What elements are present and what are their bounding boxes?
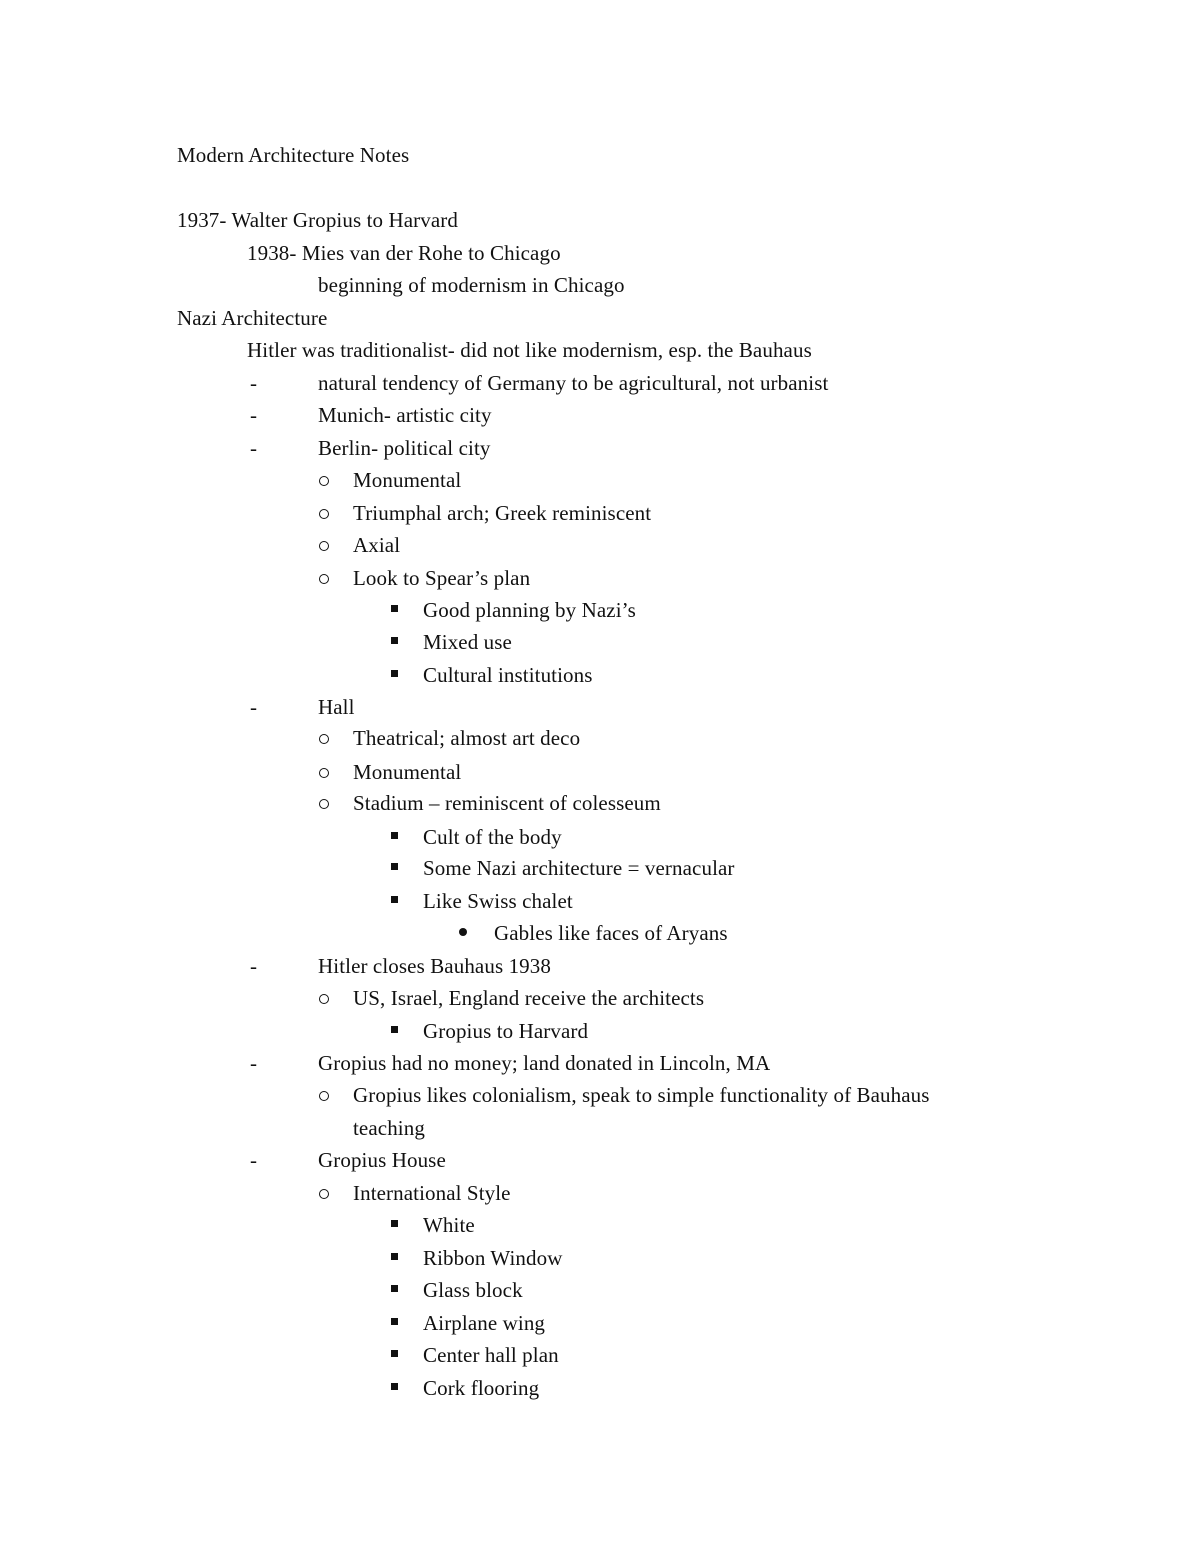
note-line: Good planning by Nazi’s — [423, 598, 636, 622]
dash-bullet: - — [250, 695, 257, 719]
note-line: Cork flooring — [423, 1376, 540, 1400]
note-line: 1938- Mies van der Rohe to Chicago — [247, 241, 561, 265]
square-bullet-icon — [391, 605, 398, 612]
dash-bullet: - — [250, 1148, 257, 1172]
note-line: Hitler was traditionalist- did not like modernism, esp. the Bauhaus — [247, 338, 812, 362]
note-line: Berlin- political city — [318, 436, 491, 460]
note-line: Gropius to Harvard — [423, 1019, 589, 1043]
note-line: White — [423, 1213, 475, 1237]
note-line: Stadium – reminiscent of colesseum — [353, 791, 661, 815]
square-bullet-icon — [391, 1350, 398, 1357]
circle-bullet-icon — [319, 994, 329, 1004]
document-title: Modern Architecture Notes — [177, 143, 410, 167]
square-bullet-icon — [391, 1253, 398, 1260]
note-line: Triumphal arch; Greek reminiscent — [353, 501, 652, 525]
circle-bullet-icon — [319, 1091, 329, 1101]
note-line: Gropius likes colonialism, speak to simple functionality of Bauhaus — [353, 1083, 930, 1107]
note-line: International Style — [353, 1181, 511, 1205]
dash-bullet: - — [250, 436, 257, 460]
circle-bullet-icon — [319, 574, 329, 584]
note-line: 1937- Walter Gropius to Harvard — [177, 208, 458, 232]
circle-bullet-icon — [319, 799, 329, 809]
note-line: Gables like faces of Aryans — [494, 921, 728, 945]
square-bullet-icon — [391, 863, 398, 870]
note-line: Monumental — [353, 760, 462, 784]
note-line: Mixed use — [423, 630, 512, 654]
circle-bullet-icon — [319, 768, 329, 778]
note-line: Hitler closes Bauhaus 1938 — [318, 954, 551, 978]
round-bullet-icon — [459, 928, 467, 936]
note-line: Like Swiss chalet — [423, 889, 573, 913]
note-line: Gropius had no money; land donated in Lincoln, MA — [318, 1051, 771, 1075]
note-line: Glass block — [423, 1278, 523, 1302]
square-bullet-icon — [391, 1383, 398, 1390]
note-line: Airplane wing — [423, 1311, 546, 1335]
note-line: Hall — [318, 695, 355, 719]
square-bullet-icon — [391, 1318, 398, 1325]
dash-bullet: - — [250, 403, 257, 427]
note-line: Axial — [353, 533, 401, 557]
square-bullet-icon — [391, 670, 398, 677]
circle-bullet-icon — [319, 541, 329, 551]
square-bullet-icon — [391, 1026, 398, 1033]
square-bullet-icon — [391, 637, 398, 644]
section-heading: Nazi Architecture — [177, 306, 328, 330]
note-line-continuation: teaching — [353, 1116, 425, 1140]
note-line: Gropius House — [318, 1148, 446, 1172]
note-line: Look to Spear’s plan — [353, 566, 531, 590]
note-line: Center hall plan — [423, 1343, 559, 1367]
square-bullet-icon — [391, 1285, 398, 1292]
note-line: Some Nazi architecture = vernacular — [423, 856, 735, 880]
note-line: Cultural institutions — [423, 663, 593, 687]
dash-bullet: - — [250, 954, 257, 978]
square-bullet-icon — [391, 896, 398, 903]
circle-bullet-icon — [319, 1189, 329, 1199]
square-bullet-icon — [391, 832, 398, 839]
note-line: natural tendency of Germany to be agricultural, not urbanist — [318, 371, 829, 395]
circle-bullet-icon — [319, 476, 329, 486]
note-line: Munich- artistic city — [318, 403, 492, 427]
note-line: Theatrical; almost art deco — [353, 726, 581, 750]
note-line: Ribbon Window — [423, 1246, 563, 1270]
note-line: beginning of modernism in Chicago — [318, 273, 625, 297]
note-line: US, Israel, England receive the architects — [353, 986, 705, 1010]
square-bullet-icon — [391, 1220, 398, 1227]
circle-bullet-icon — [319, 734, 329, 744]
circle-bullet-icon — [319, 509, 329, 519]
note-line: Monumental — [353, 468, 462, 492]
dash-bullet: - — [250, 371, 257, 395]
dash-bullet: - — [250, 1051, 257, 1075]
note-line: Cult of the body — [423, 825, 562, 849]
